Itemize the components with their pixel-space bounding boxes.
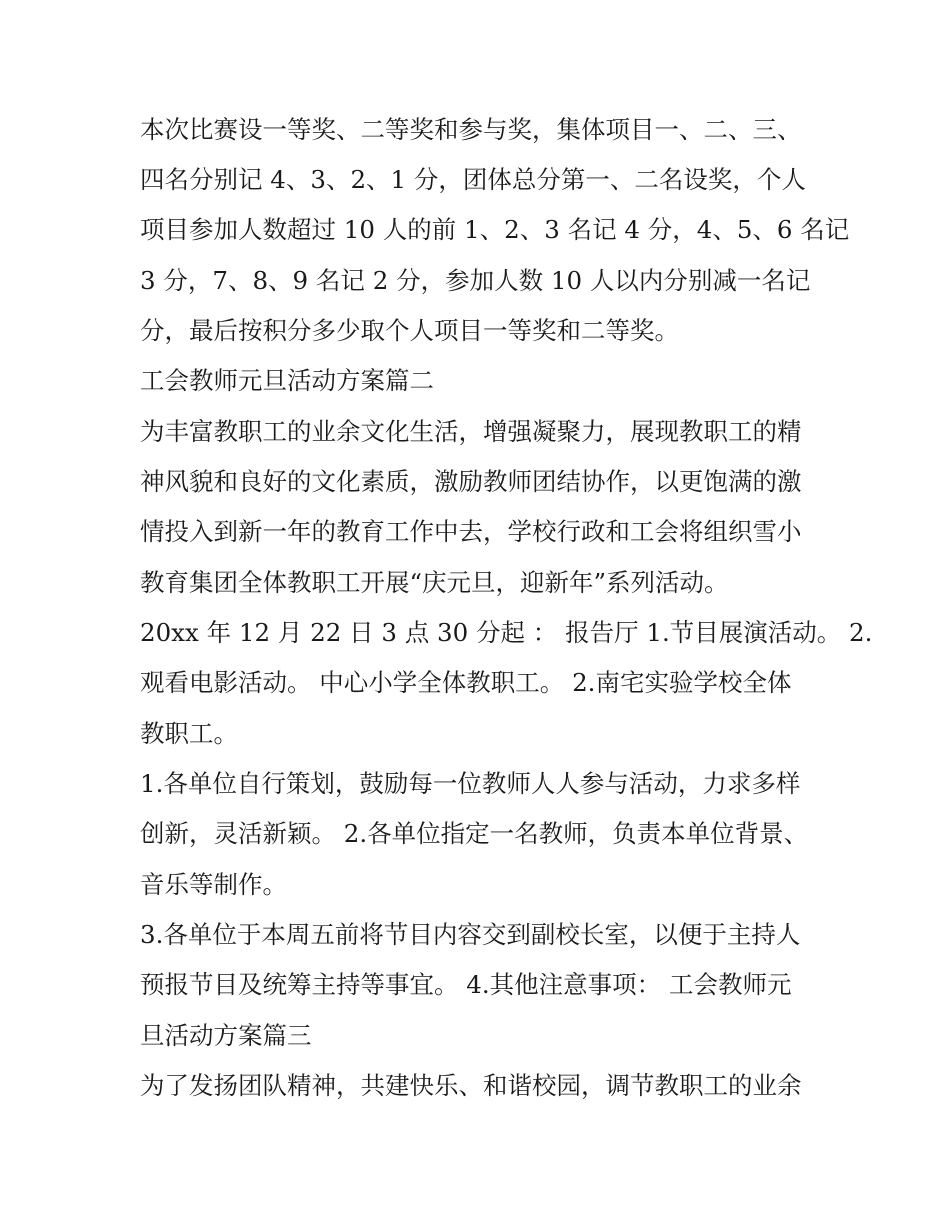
body-text-line: 教育集团全体教职工开展“庆元旦，迎新年”系列活动。 xyxy=(140,568,729,597)
body-text-line: 3 分，7、8、9 名记 2 分，参加人数 10 人以内分别减一名记 xyxy=(140,266,811,295)
body-text-line: 3.各单位于本周五前将节目内容交到副校长室，以便于主持人 xyxy=(140,920,801,949)
section-heading: 工会教师元旦活动方案篇二 xyxy=(140,366,434,395)
body-text-line: 分，最后按积分多少取个人项目一等奖和二等奖。 xyxy=(140,316,679,345)
body-text-line: 神风貌和良好的文化素质，激励教师团结协作，以更饱满的激 xyxy=(140,467,802,496)
body-text-line: 为丰富教职工的业余文化生活，增强凝聚力，展现教职工的精 xyxy=(140,417,802,446)
body-text-line: 为了发扬团队精神，共建快乐、和谐校园，调节教职工的业余 xyxy=(140,1071,802,1100)
body-text-line: 音乐等制作。 xyxy=(140,870,287,899)
body-text-line: 四名分别记 4、3、2、1 分，团体总分第一、二名设奖，个人 xyxy=(140,165,806,194)
body-text-line: 情投入到新一年的教育工作中去，学校行政和工会将组织雪小 xyxy=(140,517,802,546)
body-text-line: 本次比赛设一等奖、二等奖和参与奖，集体项目一、二、三、 xyxy=(140,115,802,144)
body-text-line: 旦活动方案篇三 xyxy=(140,1021,312,1050)
body-text-line: 观看电影活动。 中心小学全体教职工。 2.南宅实验学校全体 xyxy=(140,668,792,697)
body-text-line: 预报节目及统筹主持等事宜。 4.其他注意事项： 工会教师元 xyxy=(140,970,792,999)
body-text-line: 20xx 年 12 月 22 日 3 点 30 分起 ： 报告厅 1.节目展演活动。 2. xyxy=(140,618,873,647)
body-text-line: 教职工。 xyxy=(140,719,238,748)
body-text-line: 项目参加人数超过 10 人的前 1、2、3 名记 4 分，4、5、6 名记 xyxy=(140,215,850,244)
body-text-line: 创新，灵活新颖。 2.各单位指定一名教师，负责本单位背景、 xyxy=(140,819,809,848)
body-text-line: 1.各单位自行策划，鼓励每一位教师人人参与活动，力求多样 xyxy=(140,769,801,798)
